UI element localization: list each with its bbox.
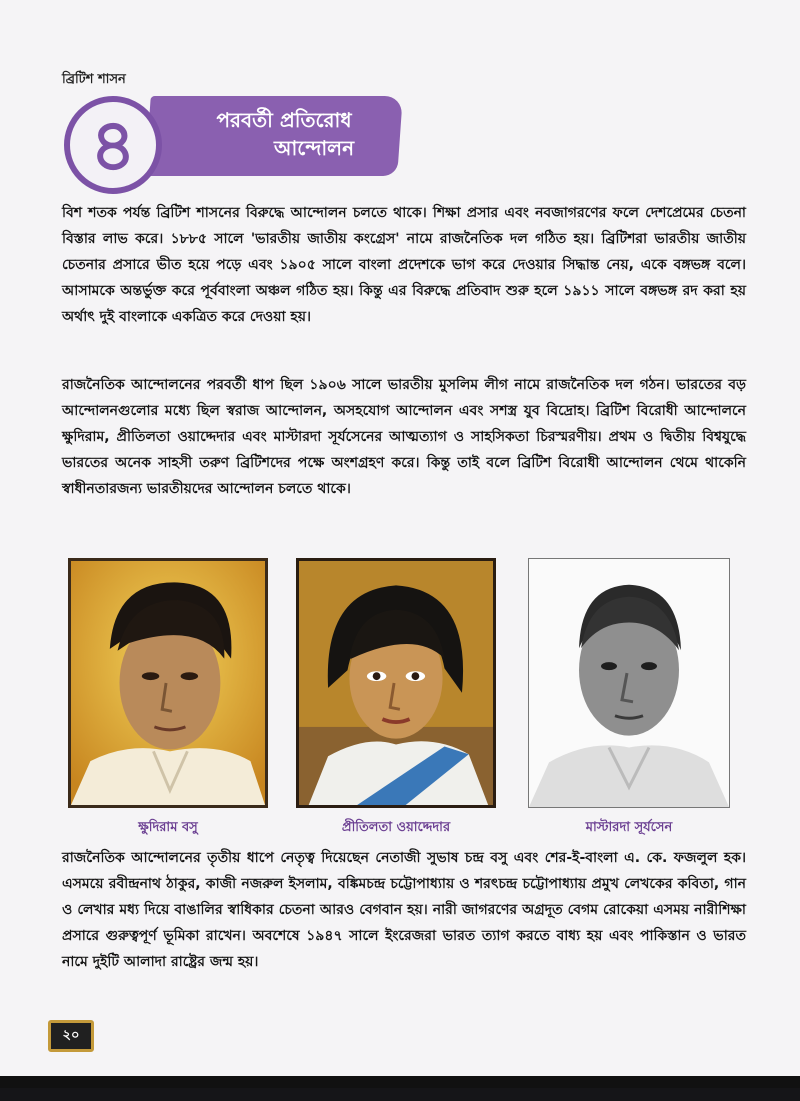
paragraph-1: বিশ শতক পর্যন্ত ব্রিটিশ শাসনের বিরুদ্ধে আন্দোলন চলতে থাকে। শিক্ষা প্রসার এবং নবজাগরণের ফলে দেশপ্রেমের চেতনা বিস্তার লাভ করে। ১৮৮৫ সালে 'ভারতীয় জাতীয় কংগ্রেস' নামে রাজনৈতিক দল গঠিত হয়। ব্রিটিশরা ভারতীয় জাতীয় চেতনার প্রসারে ভীত হয়ে পড়ে এবং ১৯০৫ সালে বাংলা প্রদেশকে ভাগ করে দেওয়ার সিদ্ধান্ত নেয়, একে বঙ্গভঙ্গ বলে। আসামকে অন্তর্ভুক্ত করে পূর্ববাংলা অঞ্চল গঠিত হয়। কিন্তু এর বিরুদ্ধে প্রতিবাদ শুরু হলে ১৯১১ সালে বঙ্গভঙ্গ রদ করা হয় অর্থাৎ দুই বাংলাকে একত্রিত করে দেওয়া হয়। [62, 205, 746, 325]
caption-khudiram: ক্ষুদিরাম বসু [138, 820, 198, 835]
page-number: ২০ [48, 1020, 94, 1052]
portrait-pritilata [296, 558, 496, 808]
bottom-bar [0, 1088, 800, 1101]
lesson-title [176, 106, 392, 162]
paragraph-2: রাজনৈতিক আন্দোলনের পরবর্তী ধাপ ছিল ১৯০৬ সালে ভারতীয় মুসলিম লীগ নামে রাজনৈতিক দল গঠন। ভারতের বড় আন্দোলনগুলোর মধ্যে ছিল স্বরাজ আন্দোলন, অসহযোগ আন্দোলন এবং সশস্ত্র যুব বিদ্রোহ। ব্রিটিশ বিরোধী আন্দোলনে ক্ষুদিরাম, প্রীতিলতা ওয়াদ্দেদার এবং মাস্টারদা সূর্যসেনের আত্মত্যাগ ও সাহসিকতা চিরস্মরণীয়। প্রথম ও দ্বিতীয় বিশ্বযুদ্ধে ভারতের অনেক সাহসী তরুণ ব্রিটিশদের পক্ষে অংশগ্রহণ করে। কিন্তু তাই বলে ব্রিটিশ বিরোধী আন্দোলন থেমে থাকেনি স্বাধীনতারজন্য ভারতীয়দের আন্দোলন চলতে থাকে। [62, 377, 746, 497]
lesson-title-line2: আন্দোলন [273, 136, 355, 160]
portrait-khudiram [68, 558, 268, 808]
lesson-number: ৪ [64, 96, 162, 194]
lesson-title-line1: পরবর্তী প্রতিরোধ [216, 108, 352, 132]
chapter-label: ব্রিটিশ শাসন [62, 72, 126, 87]
portrait-surya-sen [528, 558, 730, 808]
paragraph-3: রাজনৈতিক আন্দোলনের তৃতীয় ধাপে নেতৃত্ব দিয়েছেন নেতাজী সুভাষ চন্দ্র বসু এবং শের-ই-বাংলা এ. কে. ফজলুল হক। এসময়ে রবীন্দ্রনাথ ঠাকুর, কাজী নজরুল ইসলাম, বঙ্কিমচন্দ্র চট্টোপাধ্যায় ও শরৎচন্দ্র চট্টোপাধ্যায় প্রমুখ লেখকের কবিতা, গান ও লেখার মধ্য দিয়ে বাঙালির স্বাধিকার চেতনা আরও বেগবান হয়। নারী জাগরণের অগ্রদূত বেগম রোকেয়া এসময় নারীশিক্ষা প্রসারে গুরুত্বপূর্ণ ভূমিকা রাখেন। অবশেষে ১৯৪৭ সালে ইংরেজরা ভারত ত্যাগ করতে বাধ্য হয় এবং পাকিস্তান ও ভারত নামে দুইটি আলাদা রাষ্ট্রের জন্ম হয়। [62, 850, 746, 970]
caption-pritilata: প্রীতিলতা ওয়াদ্দেদার [341, 820, 451, 835]
caption-surya-sen: মাস্টারদা সূর্যসেন [585, 820, 673, 835]
